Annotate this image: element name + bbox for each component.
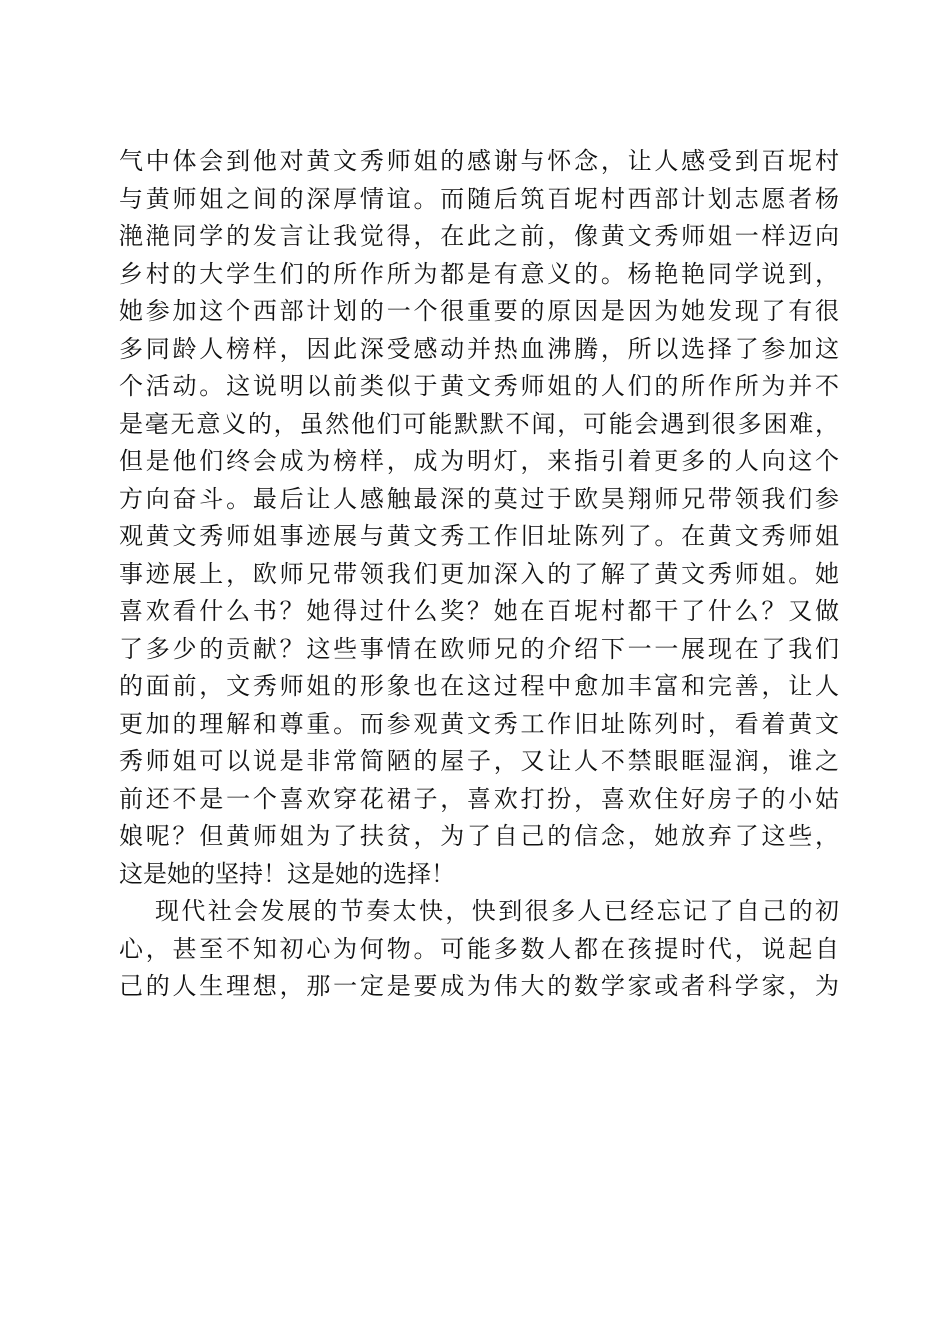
text-line: 秀师姐可以说是非常简陋的屋子，又让人不禁眼眶湿润，谁之: [119, 747, 839, 775]
text-line: 娘呢？但黄师姐为了扶贫，为了自己的信念，她放弃了这些，: [119, 822, 839, 850]
text-line: 气中体会到他对黄文秀师姐的感谢与怀念，让人感受到百坭村: [119, 147, 839, 175]
text-line: 现代社会发展的节奏太快，快到很多人已经忘记了自己的初: [155, 897, 839, 925]
text-line: 个活动。这说明以前类似于黄文秀师姐的人们的所作所为并不: [119, 372, 839, 400]
text-line: 事迹展上，欧师兄带领我们更加深入的了解了黄文秀师姐。她: [119, 559, 839, 588]
text-line: 的面前，文秀师姐的形象也在这过程中愈加丰富和完善，让人: [119, 672, 839, 700]
text-line: 己的人生理想，那一定是要成为伟大的数学家或者科学家，为: [119, 972, 839, 1000]
text-line: 前还不是一个喜欢穿花裙子，喜欢打扮，喜欢住好房子的小姑: [119, 784, 839, 813]
text-line: 方向奋斗。最后让人感触最深的莫过于欧昊翔师兄带领我们参: [119, 484, 839, 513]
text-line: 乡村的大学生们的所作所为都是有意义的。杨艳艳同学说到，: [119, 259, 839, 288]
text-line: 多同龄人榜样，因此深受感动并热血沸腾，所以选择了参加这: [119, 334, 839, 363]
text-line: 这是她的坚持！这是她的选择！: [119, 859, 455, 888]
paragraph-1: [119, 143, 839, 893]
text-line: 更加的理解和尊重。而参观黄文秀工作旧址陈列时，看着黄文: [119, 709, 839, 738]
text-line: 了多少的贡献？这些事情在欧师兄的介绍下一一展现在了我们: [119, 634, 839, 663]
text-line: 心，甚至不知初心为何物。可能多数人都在孩提时代，说起自: [119, 934, 839, 963]
text-line: 滟滟同学的发言让我觉得，在此之前，像黄文秀师姐一样迈向: [119, 222, 839, 250]
paragraph-2: [119, 893, 839, 1006]
text-line: 是毫无意义的，虽然他们可能默默不闻，可能会遇到很多困难，: [119, 409, 839, 438]
text-line: 与黄师姐之间的深厚情谊。而随后筑百坭村西部计划志愿者杨: [119, 184, 839, 213]
text-line: 观黄文秀师姐事迹展与黄文秀工作旧址陈列了。在黄文秀师姐: [119, 522, 839, 550]
text-line: 她参加这个西部计划的一个很重要的原因是因为她发现了有很: [119, 297, 839, 325]
text-line: 喜欢看什么书？她得过什么奖？她在百坭村都干了什么？又做: [119, 597, 839, 625]
document-body: [119, 143, 839, 1006]
text-line: 但是他们终会成为榜样，成为明灯，来指引着更多的人向这个: [119, 447, 839, 475]
